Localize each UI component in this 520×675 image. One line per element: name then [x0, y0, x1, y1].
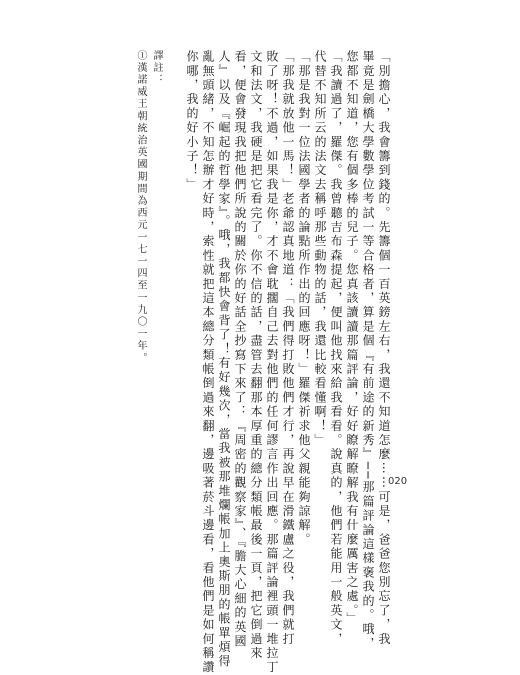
notes-heading: 譯註： — [151, 50, 162, 87]
body-line: 亂無頭緒，不知怎辦才好時，索性就把這本總分類帳倒過來翻，邊吸著菸斗邊看，看他們是如何稱讚 — [201, 50, 215, 675]
body-line: 代替不知所云的法文去稱呼那些動物的話，我還比較看懂啊！」 — [313, 50, 327, 448]
body-line: 文和法文，我硬是把它看完了。你不信的話，盡管去翻那本厚重的總分類帳最後一頁，把它倒過來 — [249, 50, 263, 661]
body-line: 你哪，我的好小子！」 — [185, 50, 199, 192]
body-line: 看，便會發現我把他們所說的關於你的好話全抄寫下來了：『周密的觀察家』、『膽大心細的英國 — [233, 50, 247, 649]
body-line: 「那我就放他一馬！」老爺認真地道：「我們得打敗他們才行，再說早在滑鐵盧之役，我們就打 — [281, 50, 295, 647]
footnote: ①漢諾威王朝統治英國期間為西元一七一四至一九〇一年。 — [135, 50, 146, 365]
body-line: 畢竟是劍橋大學數學位考試一等合格者，算是個『有前途的新秀』──那篇評論這樣褒我的。哦， — [361, 50, 375, 652]
page-number: 020 — [388, 476, 408, 487]
body-line: 人』以及『崛起的哲學家』。哦，我都快會背了！有好幾次，當我被那堆爛帳加上奧斯朋的帳單煩得 — [217, 50, 231, 669]
body-line: 「別擔心，我會籌到錢的。先籌個一百英鎊左右，我還不知道怎麼⋯⋯可是，爸爸您別忘了，我 — [377, 50, 391, 647]
body-line: 敗了呀！不過，如果我是你，才不會耽擱自己去對他們的任何謬言作出回應。那篇評論裡頭一堆拉丁 — [265, 50, 279, 675]
body-line: 「我讀過了，羅傑。我曾聽吉布森提起，便叫他找來給我看看。說真的，他們若能用一般英文， — [329, 50, 343, 647]
body-line: 「那是我對一位法國學者的論點所作出的回應呀！」羅傑祈求他父親能夠諒解。 — [297, 50, 311, 547]
body-line: 您都不知道，您有個多棒的兒子。您真該讀讀那篇評論，好好瞭解瞭解我有什麼厲害之處。」 — [345, 50, 359, 627]
